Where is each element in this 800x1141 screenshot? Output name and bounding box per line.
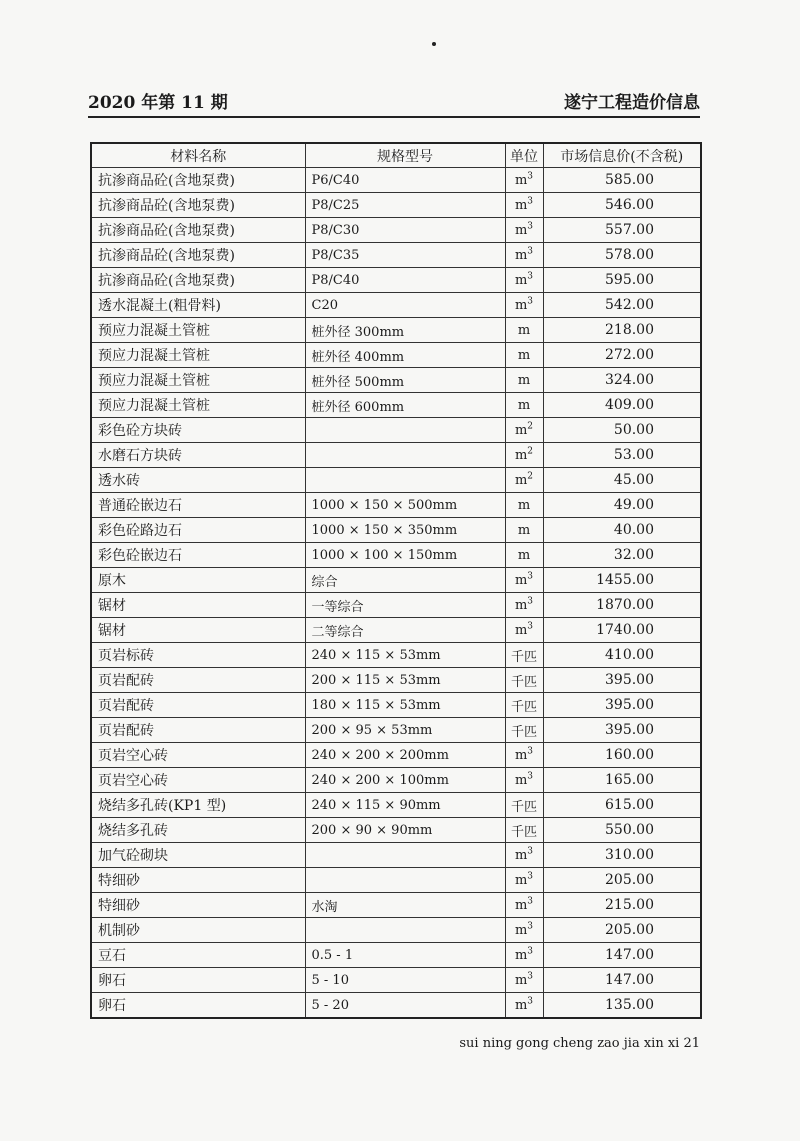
- unit-exponent: 3: [527, 971, 534, 982]
- unit-cell: [505, 793, 543, 818]
- unit-cell: [505, 493, 543, 518]
- unit-cell: [505, 893, 543, 918]
- table-row: [91, 418, 701, 443]
- unit-base: m: [517, 372, 531, 388]
- material-name-cell: 彩色砼嵌边石: [91, 543, 305, 568]
- unit-cell: [505, 668, 543, 693]
- material-name-cell: 预应力混凝土管桩: [91, 343, 305, 368]
- price-cell: 165.00: [543, 768, 701, 793]
- unit-base: m: [514, 247, 528, 263]
- table-row: [91, 543, 701, 568]
- spec-cell: 5 - 20: [305, 993, 505, 1019]
- table-row: [91, 218, 701, 243]
- price-cell: 160.00: [543, 743, 701, 768]
- material-name-cell: 抗渗商品砼(含地泵费): [91, 168, 305, 193]
- unit-base: m: [514, 447, 528, 463]
- header-rule: [88, 116, 700, 118]
- price-cell: 595.00: [543, 268, 701, 293]
- unit-base: m: [514, 422, 528, 438]
- spec-cell: 二等综合: [305, 618, 505, 643]
- unit-cell: [505, 218, 543, 243]
- unit-cell: [505, 568, 543, 593]
- unit-exponent: 3: [527, 746, 534, 757]
- spec-cell: 1000 × 100 × 150mm: [305, 543, 505, 568]
- unit-cell: [505, 268, 543, 293]
- table-row: [91, 818, 701, 843]
- unit-base: m: [514, 172, 528, 188]
- unit-exponent: 3: [527, 846, 534, 857]
- price-cell: 218.00: [543, 318, 701, 343]
- material-name-cell: 彩色砼路边石: [91, 518, 305, 543]
- unit-cell: [505, 193, 543, 218]
- spec-cell: 240 × 200 × 100mm: [305, 768, 505, 793]
- table-row: [91, 468, 701, 493]
- table-row: [91, 693, 701, 718]
- unit-cell: [505, 818, 543, 843]
- price-cell: 135.00: [543, 993, 701, 1019]
- spec-cell: P8/C25: [305, 193, 505, 218]
- table-row: [91, 518, 701, 543]
- unit-base: m: [514, 997, 528, 1013]
- table-row: [91, 368, 701, 393]
- unit-exponent: 3: [527, 621, 534, 632]
- unit-exponent: 3: [527, 271, 534, 282]
- material-name-cell: 特细砂: [91, 868, 305, 893]
- unit-base: 千匹: [510, 724, 537, 740]
- table-row: [91, 193, 701, 218]
- table-row: [91, 993, 701, 1019]
- price-cell: 578.00: [543, 243, 701, 268]
- unit-base: m: [514, 872, 528, 888]
- table-row: [91, 768, 701, 793]
- price-cell: 615.00: [543, 793, 701, 818]
- price-cell: 147.00: [543, 968, 701, 993]
- spec-cell: 水淘: [305, 893, 505, 918]
- table-header-row: [91, 143, 701, 168]
- unit-base: m: [514, 922, 528, 938]
- table-row: [91, 343, 701, 368]
- table-row: [91, 393, 701, 418]
- table-row: [91, 843, 701, 868]
- table-row: [91, 718, 701, 743]
- spec-cell: 桩外径 300mm: [305, 318, 505, 343]
- price-cell: 324.00: [543, 368, 701, 393]
- price-table: [90, 142, 702, 1019]
- material-name-cell: 豆石: [91, 943, 305, 968]
- unit-exponent: 3: [527, 921, 534, 932]
- material-name-cell: 预应力混凝土管桩: [91, 393, 305, 418]
- unit-base: 千匹: [510, 649, 537, 665]
- unit-base: m: [514, 947, 528, 963]
- unit-exponent: 2: [527, 446, 534, 457]
- spec-cell: 桩外径 400mm: [305, 343, 505, 368]
- material-name-cell: 页岩配砖: [91, 693, 305, 718]
- spec-cell: 1000 × 150 × 500mm: [305, 493, 505, 518]
- price-cell: 205.00: [543, 868, 701, 893]
- spec-cell: P8/C35: [305, 243, 505, 268]
- unit-base: m: [514, 772, 528, 788]
- unit-exponent: 2: [527, 471, 534, 482]
- price-cell: 557.00: [543, 218, 701, 243]
- unit-base: m: [517, 522, 531, 538]
- unit-cell: [505, 243, 543, 268]
- unit-cell: [505, 943, 543, 968]
- spec-cell: [305, 443, 505, 468]
- unit-exponent: 3: [527, 196, 534, 207]
- material-name-cell: 预应力混凝土管桩: [91, 318, 305, 343]
- material-name-cell: 卵石: [91, 993, 305, 1019]
- table-row: [91, 743, 701, 768]
- table-row: [91, 918, 701, 943]
- table-body: [91, 168, 701, 1019]
- price-cell: 272.00: [543, 343, 701, 368]
- price-cell: 49.00: [543, 493, 701, 518]
- material-name-cell: 普通砼嵌边石: [91, 493, 305, 518]
- material-name-cell: 页岩配砖: [91, 668, 305, 693]
- unit-base: 千匹: [510, 699, 537, 715]
- material-name-cell: 透水混凝土(粗骨料): [91, 293, 305, 318]
- table-row: [91, 493, 701, 518]
- price-cell: 1455.00: [543, 568, 701, 593]
- page-header: [88, 88, 700, 112]
- unit-cell: [505, 418, 543, 443]
- spec-cell: [305, 468, 505, 493]
- material-name-cell: 预应力混凝土管桩: [91, 368, 305, 393]
- material-name-cell: 页岩空心砖: [91, 768, 305, 793]
- price-cell: 205.00: [543, 918, 701, 943]
- unit-cell: [505, 718, 543, 743]
- table-row: [91, 318, 701, 343]
- unit-exponent: 3: [527, 171, 534, 182]
- material-name-cell: 抗渗商品砼(含地泵费): [91, 218, 305, 243]
- unit-cell: [505, 343, 543, 368]
- material-name-cell: 水磨石方块砖: [91, 443, 305, 468]
- price-cell: 32.00: [543, 543, 701, 568]
- unit-exponent: 3: [527, 246, 534, 257]
- unit-cell: [505, 443, 543, 468]
- price-cell: 395.00: [543, 668, 701, 693]
- spec-cell: 桩外径 600mm: [305, 393, 505, 418]
- price-cell: 147.00: [543, 943, 701, 968]
- table-row: [91, 793, 701, 818]
- unit-exponent: 3: [527, 596, 534, 607]
- table-row: [91, 243, 701, 268]
- unit-base: 千匹: [510, 674, 537, 690]
- unit-base: m: [517, 322, 531, 338]
- spec-cell: P8/C30: [305, 218, 505, 243]
- table-row: [91, 293, 701, 318]
- page-footer: sui ning gong cheng zao jia xin xi 21: [459, 1036, 700, 1051]
- unit-cell: [505, 968, 543, 993]
- unit-cell: [505, 368, 543, 393]
- unit-exponent: 3: [527, 571, 534, 582]
- spec-cell: 240 × 115 × 90mm: [305, 793, 505, 818]
- unit-cell: [505, 768, 543, 793]
- table-row: [91, 668, 701, 693]
- material-name-cell: 锯材: [91, 593, 305, 618]
- table-row: [91, 618, 701, 643]
- material-name-cell: 页岩空心砖: [91, 743, 305, 768]
- price-cell: 1740.00: [543, 618, 701, 643]
- table-row: [91, 443, 701, 468]
- table-row: [91, 643, 701, 668]
- spec-cell: 综合: [305, 568, 505, 593]
- unit-base: m: [514, 297, 528, 313]
- spec-cell: C20: [305, 293, 505, 318]
- spec-cell: 240 × 200 × 200mm: [305, 743, 505, 768]
- material-name-cell: 彩色砼方块砖: [91, 418, 305, 443]
- unit-base: m: [514, 747, 528, 763]
- table-row: [91, 893, 701, 918]
- material-name-cell: 卵石: [91, 968, 305, 993]
- spec-cell: 240 × 115 × 53mm: [305, 643, 505, 668]
- price-cell: 40.00: [543, 518, 701, 543]
- unit-cell: [505, 743, 543, 768]
- price-cell: 409.00: [543, 393, 701, 418]
- unit-base: m: [514, 272, 528, 288]
- unit-cell: [505, 293, 543, 318]
- material-name-cell: 透水砖: [91, 468, 305, 493]
- unit-exponent: 3: [527, 296, 534, 307]
- unit-base: m: [514, 197, 528, 213]
- unit-cell: [505, 643, 543, 668]
- price-cell: 395.00: [543, 693, 701, 718]
- material-name-cell: 原木: [91, 568, 305, 593]
- unit-base: m: [514, 972, 528, 988]
- material-name-cell: 抗渗商品砼(含地泵费): [91, 193, 305, 218]
- price-cell: 1870.00: [543, 593, 701, 618]
- unit-exponent: 3: [527, 996, 534, 1007]
- table-row: [91, 868, 701, 893]
- unit-exponent: 3: [527, 896, 534, 907]
- unit-base: m: [514, 897, 528, 913]
- material-name-cell: 抗渗商品砼(含地泵费): [91, 268, 305, 293]
- spec-cell: 桩外径 500mm: [305, 368, 505, 393]
- spec-cell: 1000 × 150 × 350mm: [305, 518, 505, 543]
- spec-cell: P6/C40: [305, 168, 505, 193]
- material-name-cell: 页岩标砖: [91, 643, 305, 668]
- price-cell: 45.00: [543, 468, 701, 493]
- unit-cell: [505, 468, 543, 493]
- table-row: [91, 168, 701, 193]
- unit-cell: [505, 618, 543, 643]
- unit-exponent: 3: [527, 221, 534, 232]
- unit-exponent: 2: [527, 421, 534, 432]
- price-cell: 395.00: [543, 718, 701, 743]
- unit-base: m: [514, 572, 528, 588]
- material-name-cell: 抗渗商品砼(含地泵费): [91, 243, 305, 268]
- price-cell: 585.00: [543, 168, 701, 193]
- material-name-cell: 页岩配砖: [91, 718, 305, 743]
- unit-base: m: [517, 397, 531, 413]
- material-name-cell: 特细砂: [91, 893, 305, 918]
- spec-cell: 200 × 115 × 53mm: [305, 668, 505, 693]
- unit-base: m: [514, 847, 528, 863]
- material-name-cell: 锯材: [91, 618, 305, 643]
- issue-label: 2020 年第 11 期: [88, 93, 228, 113]
- unit-base: 千匹: [510, 824, 537, 840]
- price-cell: 410.00: [543, 643, 701, 668]
- unit-cell: [505, 168, 543, 193]
- unit-exponent: 3: [527, 946, 534, 957]
- table-row: [91, 268, 701, 293]
- unit-exponent: 3: [527, 771, 534, 782]
- unit-base: m: [517, 347, 531, 363]
- unit-cell: [505, 868, 543, 893]
- unit-base: m: [514, 597, 528, 613]
- unit-cell: [505, 993, 543, 1019]
- table-row: [91, 968, 701, 993]
- unit-base: m: [514, 222, 528, 238]
- spec-cell: 5 - 10: [305, 968, 505, 993]
- spec-cell: 0.5 - 1: [305, 943, 505, 968]
- material-name-cell: 烧结多孔砖: [91, 818, 305, 843]
- price-cell: 50.00: [543, 418, 701, 443]
- spec-cell: [305, 843, 505, 868]
- unit-cell: [505, 593, 543, 618]
- table-row: [91, 568, 701, 593]
- unit-base: 千匹: [510, 799, 537, 815]
- unit-cell: [505, 318, 543, 343]
- unit-exponent: 3: [527, 871, 534, 882]
- table-row: [91, 593, 701, 618]
- price-cell: 550.00: [543, 818, 701, 843]
- spec-cell: 200 × 90 × 90mm: [305, 818, 505, 843]
- unit-cell: [505, 393, 543, 418]
- column-header-unit: 单位: [505, 143, 543, 168]
- column-header-spec: 规格型号: [305, 143, 505, 168]
- unit-base: m: [517, 497, 531, 513]
- spec-cell: 200 × 95 × 53mm: [305, 718, 505, 743]
- price-cell: 310.00: [543, 843, 701, 868]
- unit-cell: [505, 543, 543, 568]
- material-name-cell: 烧结多孔砖(KP1 型): [91, 793, 305, 818]
- material-name-cell: 机制砂: [91, 918, 305, 943]
- price-cell: 215.00: [543, 893, 701, 918]
- print-speck: [432, 42, 436, 46]
- spec-cell: [305, 418, 505, 443]
- unit-cell: [505, 693, 543, 718]
- unit-cell: [505, 918, 543, 943]
- spec-cell: [305, 868, 505, 893]
- unit-cell: [505, 843, 543, 868]
- spec-cell: 180 × 115 × 53mm: [305, 693, 505, 718]
- column-header-price: 市场信息价(不含税): [543, 143, 701, 168]
- unit-base: m: [514, 472, 528, 488]
- unit-base: m: [514, 622, 528, 638]
- publication-title: 遂宁工程造价信息: [564, 93, 700, 113]
- column-header-name: 材料名称: [91, 143, 305, 168]
- spec-cell: 一等综合: [305, 593, 505, 618]
- price-cell: 546.00: [543, 193, 701, 218]
- unit-base: m: [517, 547, 531, 563]
- price-cell: 53.00: [543, 443, 701, 468]
- table-row: [91, 943, 701, 968]
- spec-cell: P8/C40: [305, 268, 505, 293]
- unit-cell: [505, 518, 543, 543]
- material-name-cell: 加气砼砌块: [91, 843, 305, 868]
- spec-cell: [305, 918, 505, 943]
- price-cell: 542.00: [543, 293, 701, 318]
